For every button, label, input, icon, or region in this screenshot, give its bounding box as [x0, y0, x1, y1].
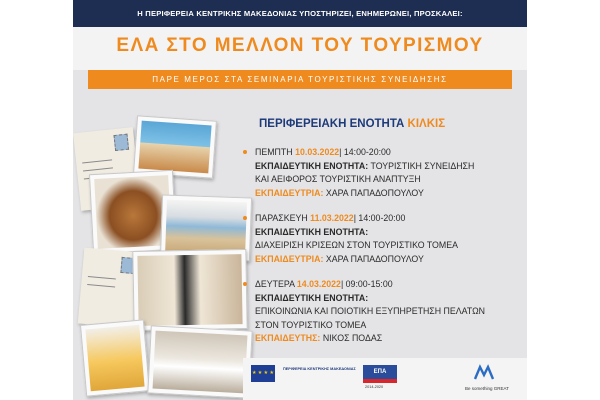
session-3-unit-cont: ΣΤΟΝ ΤΟΥΡΙΣΤΙΚΟ ΤΟΜΕΑ: [255, 319, 367, 330]
session-2-unit-label: ΕΚΠΑΙΔΕΥΤΙΚΗ ΕΝΟΤΗΤΑ:: [255, 226, 369, 237]
espa-years: 2014-2020: [365, 385, 384, 389]
session-3-date: 14.03.2022: [296, 279, 341, 289]
session-1-day: ΠΕΜΠΤΗ: [255, 147, 293, 157]
session-2-trainer: ΧΑΡΑ ΠΑΠΑΔΟΠΟΥΛΟΥ: [325, 253, 424, 264]
session-2-datetime: [255, 212, 525, 226]
sponsor-footer: [243, 358, 527, 400]
session-2-trainer-label: ΕΚΠΑΙΔΕΥΤΡΙΑ:: [255, 253, 324, 264]
session-1-unit: ΤΟΥΡΙΣΤΙΚΗ ΣΥΝΕΙΔΗΣΗ: [370, 160, 475, 171]
session-3-trainer-label: ΕΚΠΑΙΔΕΥΤΗΣ:: [255, 333, 321, 343]
photo-collage: [73, 100, 263, 400]
session-1-date: 10.03.2022: [295, 147, 340, 157]
stamp-icon: [113, 134, 129, 151]
session-1-unit-cont: ΚΑΙ ΑΕΙΦΟΡΟΣ ΤΟΥΡΙΣΤΙΚΗ ΑΝΑΠΤΥΞΗ: [255, 174, 421, 184]
session-1-unit-label: ΕΚΠΑΙΔΕΥΤΙΚΗ ΕΝΟΤΗΤΑ:: [255, 160, 369, 171]
session-1-datetime: [255, 146, 525, 160]
bullet-icon: [243, 150, 247, 154]
greece-tourism-logo-icon: [473, 363, 495, 381]
poster-title: ΕΛΑ ΣΤΟ ΜΕΛΛΟΝ ΤΟΥ ΤΟΥΡΙΣΜΟΥ: [116, 35, 484, 56]
session-3: [243, 278, 525, 346]
espa-logo-bar: [363, 379, 397, 383]
session-3-datetime: [255, 278, 525, 292]
region-logo-text: ΠΕΡΙΦΕΡΕΙΑ ΚΕΝΤΡΙΚΗΣ ΜΑΚΕΔΟΝΙΑΣ: [283, 367, 356, 371]
session-3-day: ΔΕΥΤΕΡΑ: [255, 279, 295, 289]
header-banner: Η ΠΕΡΙΦΕΡΕΙΑ ΚΕΝΤΡΙΚΗΣ ΜΑΚΕΔΟΝΙΑΣ ΥΠΟΣΤΗΡΙΖΕΙ, ΕΝΗΜΕΡΩΝΕΙ, ΠΡΟΣΚΑΛΕΙ:: [73, 0, 527, 27]
session-2-unit: ΔΙΑΧΕΙΡΙΣΗ ΚΡΙΣΕΩΝ ΣΤΟΝ ΤΟΥΡΙΣΤΙΚΟ ΤΟΜΕΑ: [255, 240, 458, 250]
espa-logo: ΕΠΑ: [363, 365, 397, 379]
region-title: [259, 118, 445, 130]
photo-seaside-breakfast: [133, 115, 217, 178]
session-3-time: | 09:00-15:00: [340, 279, 393, 289]
session-1-trainer-label: ΕΚΠΑΙΔΕΥΤΡΙΑ:: [255, 187, 324, 198]
session-1-trainer: ΧΑΡΑ ΠΑΠΑΔΟΠΟΥΛΟΥ: [325, 187, 424, 198]
session-3-unit: ΕΠΙΚΟΙΝΩΝΙΑ ΚΑΙ ΠΟΙΟΤΙΚΗ ΕΞΥΠΗΡΕΤΗΣΗ ΠΕΛΑΤΩΝ: [255, 306, 485, 316]
session-3-unit-label: ΕΚΠΑΙΔΕΥΤΙΚΗ ΕΝΟΤΗΤΑ:: [255, 292, 369, 303]
session-3-trainer: ΝΙΚΟΣ ΠΟΔΑΣ: [322, 333, 383, 343]
session-2-date: 11.03.2022: [310, 213, 354, 223]
tagline: Be something GREAT: [465, 386, 509, 391]
photo-drinks: [80, 319, 150, 396]
bullet-icon: [243, 216, 247, 220]
eu-flag-icon: ★ ★ ★ ★: [251, 365, 275, 382]
session-2-day: ΠΑΡΑΣΚΕΥΗ: [255, 213, 308, 223]
session-1-time: | 14:00-20:00: [339, 147, 391, 157]
subtitle-banner: ΠΑΡΕ ΜΕΡΟΣ ΣΤΑ ΣΕΜΙΝΑΡΙΑ ΤΟΥΡΙΣΤΙΚΗΣ ΣΥΝΕΙΔΗΣΗΣ: [88, 70, 512, 89]
poster: [73, 0, 527, 400]
bullet-icon: [243, 282, 247, 286]
region-name: ΚΙΛΚΙΣ: [407, 118, 446, 130]
region-label: ΠΕΡΙΦΕΡΕΙΑΚΗ ΕΝΟΤΗΤΑ: [259, 118, 405, 130]
photo-hotel-room: [147, 325, 252, 398]
session-1: [243, 146, 525, 200]
session-2: [243, 212, 525, 266]
session-2-time: | 14:00-20:00: [353, 213, 406, 223]
photo-hotel-staff: [132, 249, 247, 331]
